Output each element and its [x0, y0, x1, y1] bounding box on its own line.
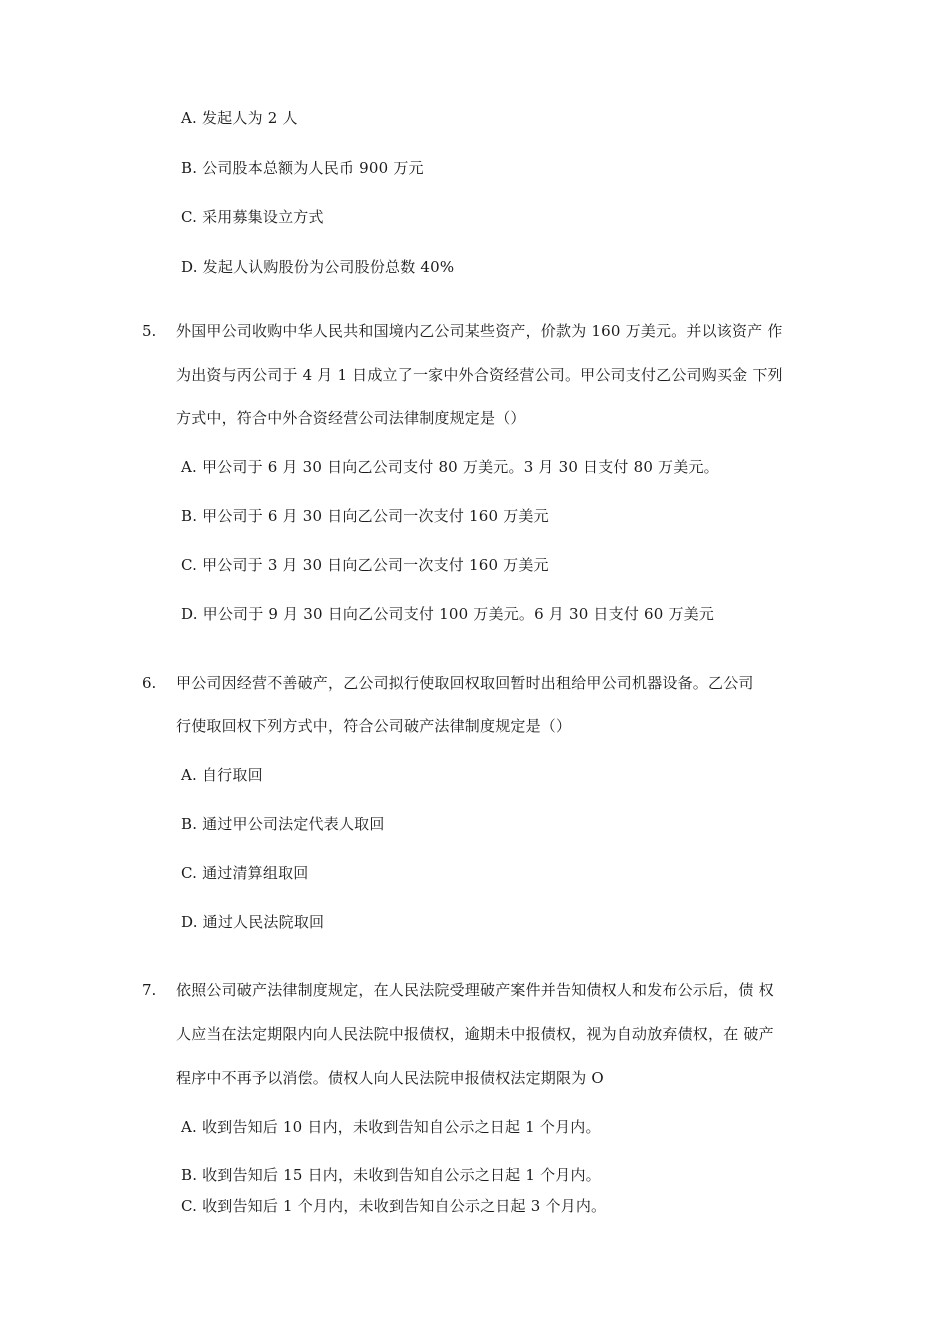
question-number: 5. — [142, 322, 157, 340]
option-c: C. 通过清算组取回 — [181, 864, 309, 882]
question-number: 7. — [142, 981, 157, 999]
question-stem-line-1: 外国甲公司收购中华人民共和国境内乙公司某些资产，价款为 160 万美元。并以该资产 作 — [176, 322, 783, 340]
question-stem-line-1: 甲公司因经营不善破产，乙公司拟行使取回权取回暂时出租给甲公司机器设备。乙公司 — [176, 674, 754, 692]
option-a: A. 发起人为 2 人 — [181, 109, 298, 127]
option-c: C. 采用募集设立方式 — [181, 208, 324, 226]
option-b: B. 收到告知后 15 日内，未收到告知自公示之日起 1 个月内。 — [181, 1166, 601, 1184]
question-stem-line-2: 为出资与丙公司于 4 月 1 日成立了一家中外合资经营公司。甲公司支付乙公司购买金 下列 — [176, 366, 783, 384]
question-stem-line-1: 依照公司破产法律制度规定，在人民法院受理破产案件并告知债权人和发布公示后，债 权 — [176, 981, 774, 999]
option-d: D. 甲公司于 9 月 30 日向乙公司支付 100 万美元。6 月 30 日支付 60 万美元 — [181, 605, 715, 623]
question-stem-line-3: 方式中，符合中外合资经营公司法律制度规定是（） — [176, 409, 526, 427]
option-a: A. 自行取回 — [181, 766, 263, 784]
option-c: C. 甲公司于 3 月 30 日向乙公司一次支付 160 万美元 — [181, 556, 549, 574]
question-stem-line-3: 程序中不再予以消偿。债权人向人民法院申报债权法定期限为 O — [176, 1069, 604, 1087]
option-b: B. 通过甲公司法定代表人取回 — [181, 815, 385, 833]
question-stem-line-2: 行使取回权下列方式中，符合公司破产法律制度规定是（） — [176, 717, 572, 735]
option-d: D. 通过人民法院取回 — [181, 913, 325, 931]
option-c: C. 收到告知后 1 个月内，未收到告知自公示之日起 3 个月内。 — [181, 1197, 607, 1215]
option-a: A. 甲公司于 6 月 30 日向乙公司支付 80 万美元。3 月 30 日支付 80 万美元。 — [181, 458, 719, 476]
option-d: D. 发起人认购股份为公司股份总数 40% — [181, 258, 455, 276]
option-b: B. 公司股本总额为人民币 900 万元 — [181, 159, 424, 177]
question-number: 6. — [142, 674, 157, 692]
option-b: B. 甲公司于 6 月 30 日向乙公司一次支付 160 万美元 — [181, 507, 549, 525]
question-stem-line-2: 人应当在法定期限内向人民法院中报债权，逾期未中报债权，视为自动放弃债权，在 破产 — [176, 1025, 774, 1043]
option-a: A. 收到告知后 10 日内，未收到告知自公示之日起 1 个月内。 — [181, 1118, 601, 1136]
